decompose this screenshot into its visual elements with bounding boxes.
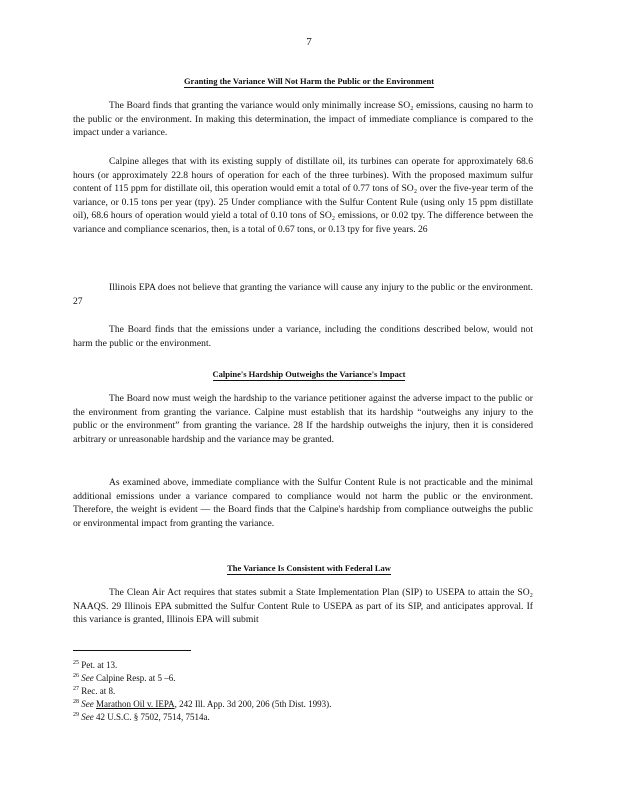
paragraph-weigh-hardship: The Board now must weigh the hardship to the variance petitioner against the adverse impact to the public or the environment from granting the variance. Calpine must establish that its hardship “outweighs any injury to the public or the environment” from granting the variance. 28 If the hardship outweighs the injury, then it is considered arbitrary or unreasonable hardship and the variance may be granted. <box>73 393 533 445</box>
paragraph-clean-air-act: The Clean Air Act requires that states submit a State Implementation Plan (SIP) to USEPA to attain the SO₂ NAAQS. 29 Illinois EPA submitted the Sulfur Content Rule to USEPA as part of its SIP, and anticipates approval. If this variance is granted, Illinois EPA will submit <box>73 587 533 626</box>
section-heading-federal-law: The Variance Is Consistent with Federal Law <box>227 563 391 573</box>
section-heading-hardship: Calpine's Hardship Outweighs the Variance's Impact <box>212 369 406 379</box>
paragraph-board-finds-minimal: The Board finds that granting the variance would only minimally increase SO₂ emissions, causing no harm to the public or the environment. In making this determination, the impact of immediate compliance is compared to the impact under a variance. <box>73 100 533 139</box>
paragraph-board-finds-emissions: The Board finds that the emissions under a variance, including the conditions described below, would not harm the public or the environment. <box>73 324 533 349</box>
footnote-26: $^{26}$ See Calpine Resp. at 5 –6. <box>73 673 176 683</box>
footnote-27: $^{27}$ Rec. at 8. <box>73 686 116 696</box>
footnote-25: $^{25}$ Pet. at 13. <box>73 660 118 670</box>
paragraph-calpine-alleges: Calpine alleges that with its existing supply of distillate oil, its turbines can operate for approximately 68.6 hours (or approximately 22.8 hours of operation for each of the three turbines). With the proposed maximum sulfur content of 115 ppm for distillate oil, this operation would emit a total of 0.77 tons of SO₂ over the five-year term of the variance, or 0.15 tons per year (tpy). 25 Under compliance with the Sulfur Content Rule (using only 15 ppm distillate oil), 68.6 hours of operation would yield a total of 0.10 tons of SO₂ emissions, or 0.02 tpy. The difference between the variance and compliance scenarios, then, is a total of 0.67 tons, or 0.13 tpy for five years. 26 <box>73 156 533 235</box>
paragraph-as-examined: As examined above, immediate compliance with the Sulfur Content Rule is not practicable and the minimal additional emissions under a variance compared to compliance would not harm the public or the environment. Therefore, the weight is evident — the Board finds that the Calpine's hardship from compliance outweighs the public or environmental impact from granting the variance. <box>73 477 533 529</box>
page-number: 7 <box>306 36 312 48</box>
paragraph-illinois-epa-injury: Illinois EPA does not believe that granting the variance will cause any injury to the public or the environment. 27 <box>73 282 533 307</box>
section-heading-no-harm: Granting the Variance Will Not Harm the Public or the Environment <box>183 76 435 86</box>
footnote-29: $^{29}$ See 42 U.S.C. § 7502, 7514, 7514a. <box>73 712 210 722</box>
footnote-28: $^{28}$ See Marathon Oil v. IEPA, 242 Ill. App. 3d 200, 206 (5th Dist. 1993). <box>73 699 332 709</box>
footnote-divider <box>73 650 191 651</box>
